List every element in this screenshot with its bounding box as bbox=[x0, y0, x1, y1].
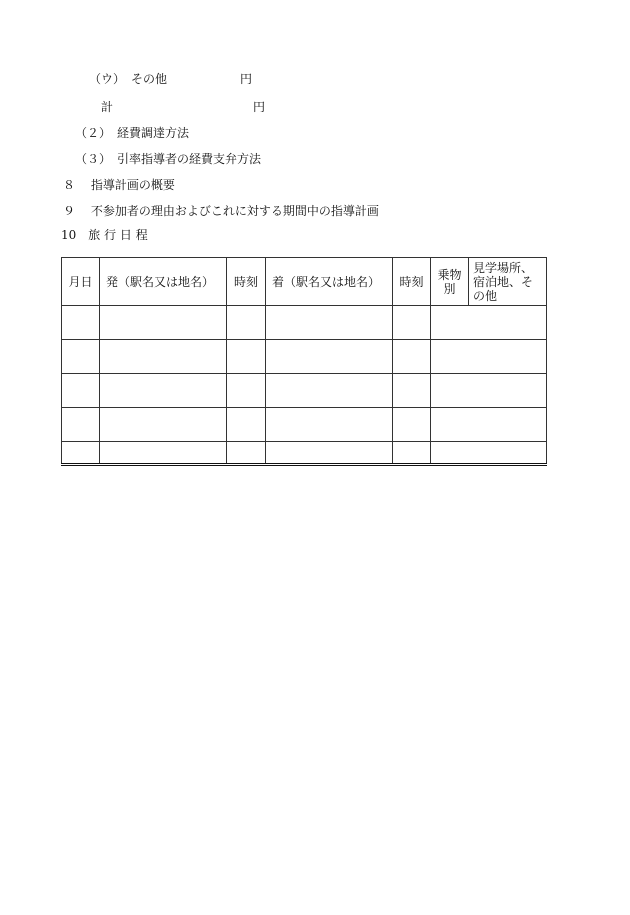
table-cell[interactable] bbox=[100, 306, 227, 340]
item-non-participant-plan: ９ 不参加者の理由およびこれに対する期間中の指導計画 bbox=[63, 204, 379, 218]
item-guidance-plan-summary: ８ 指導計画の概要 bbox=[63, 178, 175, 192]
table-cell[interactable] bbox=[266, 408, 393, 442]
table-cell[interactable] bbox=[431, 442, 547, 465]
table-cell[interactable] bbox=[62, 340, 100, 374]
header-date: 月日 bbox=[62, 258, 100, 306]
table-cell[interactable] bbox=[266, 306, 393, 340]
table-row bbox=[62, 306, 547, 340]
table-cell[interactable] bbox=[100, 340, 227, 374]
table-cell[interactable] bbox=[227, 340, 266, 374]
table-cell[interactable] bbox=[393, 442, 431, 465]
travel-schedule-table bbox=[61, 257, 547, 466]
table-cell[interactable] bbox=[62, 408, 100, 442]
table-cell[interactable] bbox=[100, 408, 227, 442]
budget-other-unit: 円 bbox=[240, 72, 253, 86]
header-departure-time: 時刻 bbox=[227, 258, 266, 306]
table-row bbox=[62, 408, 547, 442]
item-travel-schedule-heading: 10 旅 行 日 程 bbox=[61, 228, 148, 242]
item-leader-expense-method: （３） 引率指導者の経費支弁方法 bbox=[75, 152, 262, 166]
table-cell[interactable] bbox=[393, 306, 431, 340]
table-cell[interactable] bbox=[227, 306, 266, 340]
table-cell[interactable] bbox=[266, 442, 393, 465]
table-cell[interactable] bbox=[227, 442, 266, 465]
table-cell[interactable] bbox=[100, 442, 227, 465]
header-arrival-place: 着（駅名又は地名） bbox=[266, 258, 393, 306]
table-cell[interactable] bbox=[393, 340, 431, 374]
table-cell[interactable] bbox=[62, 306, 100, 340]
table-cell[interactable] bbox=[431, 374, 547, 408]
table-cell[interactable] bbox=[62, 442, 100, 465]
table-cell[interactable] bbox=[266, 340, 393, 374]
table-cell[interactable] bbox=[227, 408, 266, 442]
header-arrival-time: 時刻 bbox=[393, 258, 431, 306]
table-cell[interactable] bbox=[393, 374, 431, 408]
table-row bbox=[62, 442, 547, 465]
table-cell[interactable] bbox=[227, 374, 266, 408]
table-row bbox=[62, 340, 547, 374]
table-cell[interactable] bbox=[266, 374, 393, 408]
budget-total-label: 計 bbox=[101, 100, 114, 114]
header-vehicle-type: 乗物別 bbox=[431, 258, 469, 306]
table-header-row bbox=[62, 258, 547, 306]
budget-other-label: （ウ） その他 bbox=[89, 72, 168, 86]
table-cell[interactable] bbox=[431, 306, 547, 340]
table-cell[interactable] bbox=[431, 408, 547, 442]
table-cell[interactable] bbox=[431, 340, 547, 374]
table-cell[interactable] bbox=[62, 374, 100, 408]
table-row bbox=[62, 374, 547, 408]
budget-total-unit: 円 bbox=[253, 100, 266, 114]
table-cell[interactable] bbox=[393, 408, 431, 442]
header-departure-place: 発（駅名又は地名） bbox=[100, 258, 227, 306]
table-cell[interactable] bbox=[100, 374, 227, 408]
header-visit-lodging-other: 見学場所、宿泊地、その他 bbox=[469, 258, 547, 306]
item-funding-method: （２） 経費調達方法 bbox=[75, 126, 190, 140]
